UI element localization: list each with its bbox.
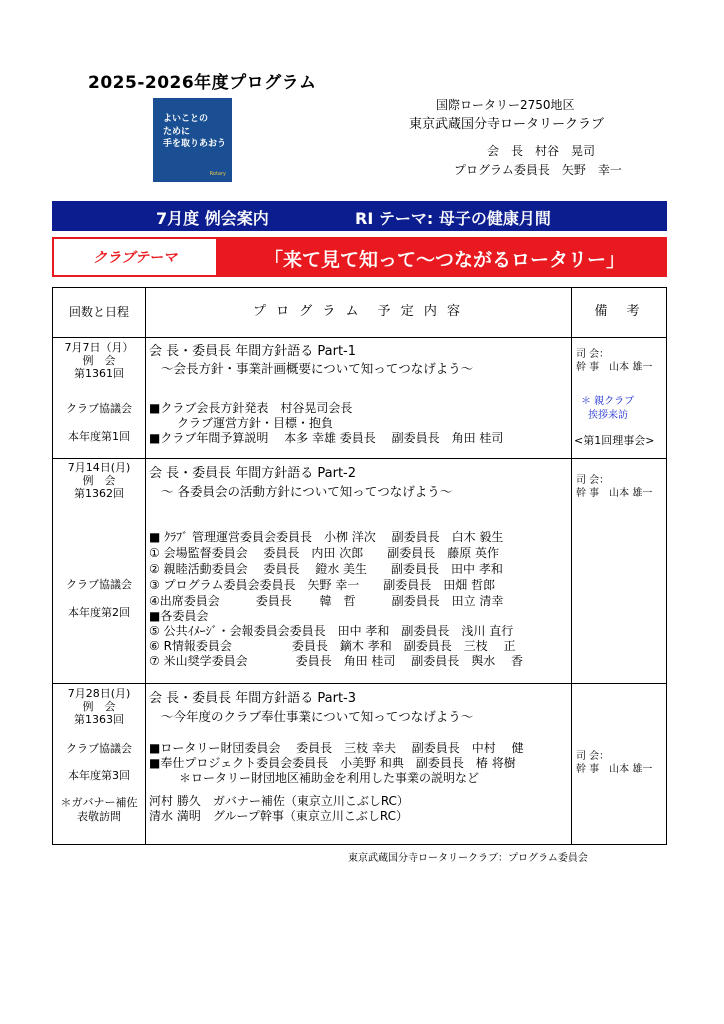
row-item: ③ プログラム委員会委員長 矢野 幸一 副委員長 田畑 哲郎 [149,578,496,592]
rotary-theme-logo [153,98,232,182]
logo-line-3: 手を取りあおう [163,139,227,149]
district-name: 国際ロータリー2750地区 [436,98,575,112]
row-visit: 表敬訪問 [77,810,121,823]
footer-credit: 東京武蔵国分寺ロータリークラブ：プログラム委員会 [348,853,588,864]
row-meeting-type: クラブ協議会 [66,578,132,591]
row-visit: ＊ガバナー補佐 [60,796,138,809]
row-note: 幹 事 山本 雄一 [576,488,653,499]
page-title: 2025-2026年度プログラム [88,73,317,93]
club-name: 東京武蔵国分寺ロータリークラブ [409,117,605,132]
row-program-title: 会 長・委員長 年間方針語る Part-1 [149,344,357,359]
banner-month: 7月度 例会案内 [156,209,269,228]
row-nth: 本年度第3回 [68,769,130,782]
row-meeting-type: クラブ協議会 [66,402,132,415]
logo-line-1: よいことの [163,114,209,124]
row-note: 司 会： [576,349,610,360]
row-program-title: 会 長・委員長 年間方針語る Part-3 [149,691,357,706]
row-item: ④出席委員会 委員長 韓 哲 副委員長 田立 清幸 [149,594,504,608]
header-date: 回数と日程 [68,305,129,319]
club-theme-label: クラブテーマ [54,239,216,275]
table-col-divider [571,288,572,844]
row-note-extra: 挨拶来訪 [588,410,628,421]
row-note-extra: ＊ 親クラブ [581,396,635,407]
row-item: ■ロータリー財団委員会 委員長 三枝 幸夫 副委員長 中村 健 [149,741,524,755]
row-date: 7月7日（月） [64,341,134,354]
row-item: 河村 勝久 ガバナー補佐（東京立川こぶしRC） [149,794,409,808]
row-item: ＊ロータリー財団地区補助金を利用した事業の説明など [179,771,480,785]
row-meeting: 例 会 [82,354,116,367]
banner-ri-theme: RI テーマ: 母子の健康月間 [355,209,551,228]
row-program-title: 会 長・委員長 年間方針語る Part-2 [149,466,357,481]
row-item: ⑤ 公共ｲﾒｰｼﾞ・会報委員会委員長 田中 孝和 副委員長 浅川 直行 [149,624,514,638]
row-note: 幹 事 山本 雄一 [576,362,653,373]
row-note: 司 会： [576,475,610,486]
row-nth: 本年度第2回 [68,606,130,619]
table-row-divider [53,337,666,338]
table-row-divider [53,683,666,684]
row-note: 幹 事 山本 雄一 [576,764,653,775]
row-meeting: 例 会 [82,700,116,713]
row-item: ⑥ R情報委員会 委員長 鏑木 孝和 副委員長 三枝 正 [149,639,516,653]
row-item: ■ ｸﾗﾌﾞ 管理運営委員会委員長 小栁 洋次 副委員長 白木 毅生 [149,530,504,544]
row-item: ■クラブ会長方針発表 村谷晃司会長 [149,401,353,415]
row-item: ■奉仕プロジェクト委員会委員長 小美野 和典 副委員長 椿 将樹 [149,756,516,770]
header-notes: 備 考 [594,304,643,319]
row-note: 司 会： [576,751,610,762]
club-theme-box [52,237,667,277]
row-item: ■クラブ年間予算説明 本多 幸雄 委員長 副委員長 角田 桂司 [149,431,504,445]
row-item: ② 親睦活動委員会 委員長 鐙水 美生 副委員長 田中 孝和 [149,562,503,576]
row-date: 7月28日(月) [67,687,131,700]
table-row-divider [53,458,666,459]
row-note-board: <第1回理事会> [574,434,655,447]
row-number: 第1363回 [74,713,124,726]
header-program: プ ロ グ ラ ム 予 定 内 容 [253,304,463,319]
row-number: 第1361回 [74,367,124,380]
logo-line-2: ために [163,126,191,137]
row-item: ■各委員会 [149,609,209,623]
row-meeting: 例 会 [82,474,116,487]
president-line: 会 長 村谷 晃司 [487,144,596,158]
row-meeting-type: クラブ協議会 [66,742,132,755]
row-item: ① 会場監督委員会 委員長 内田 次郎 副委員長 藤原 英作 [149,546,500,560]
row-number: 第1362回 [74,487,124,500]
row-item: 清水 満明 グループ幹事（東京立川こぶしRC） [149,809,408,823]
table-col-divider [145,288,146,844]
club-theme-text: 「来て見て知って～つながるロータリー」 [264,249,626,271]
monthly-banner [52,201,667,231]
program-table [52,287,667,845]
row-date: 7月14日(月) [67,461,131,474]
row-program-sub: ～会長方針・事業計画概要について知ってつなげよう～ [161,361,474,376]
row-item: ⑦ 米山奨学委員会 委員長 角田 桂司 副委員長 舆水 香 [149,654,524,668]
program-chair-line: プログラム委員長 矢野 幸一 [454,163,622,177]
row-item: クラブ運営方針・目標・抱負 [177,416,334,430]
row-nth: 本年度第1回 [68,430,130,443]
rotary-wheel-mark: Rotary [209,171,226,177]
row-program-sub: ～ 各委員会の活動方針について知ってつなげよう～ [161,484,453,499]
row-program-sub: ～今年度のクラブ奉仕事業について知ってつなげよう～ [161,709,474,724]
